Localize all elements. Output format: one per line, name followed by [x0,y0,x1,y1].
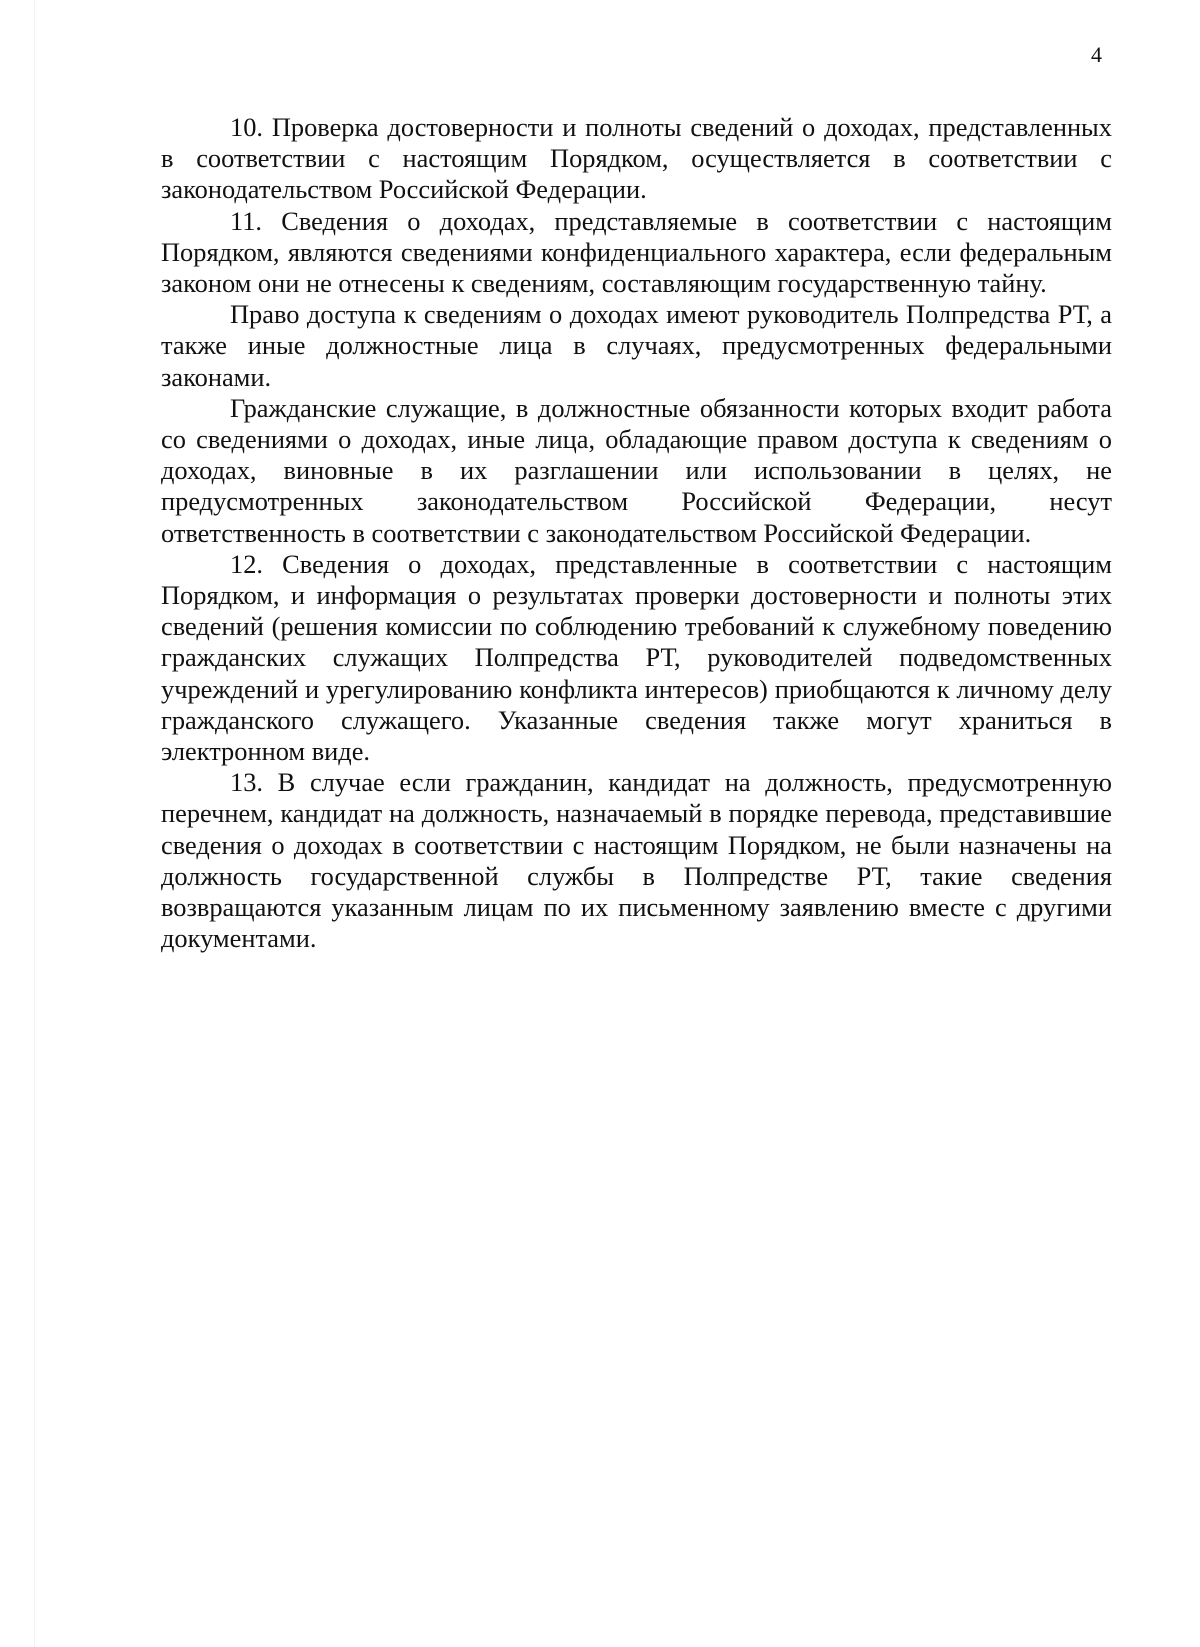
paragraph-access-rights: Право доступа к сведениям о доходах имеют руководитель Полпредства РТ, а также иные должностные лица в случаях, предусмотренных федеральными законами. [161,299,1112,392]
paragraph-12: 12. Сведения о доходах, представленные в соответствии с настоящим Порядком, и информация о результатах проверки достоверности и полноты этих сведений (решения комиссии по соблюдению требований к служебному поведению гражданских служащих Полпредства РТ, руководителей подведомственных учреждений и урегулированию конфликта интересов) приобщаются к личному делу гражданского служащего. Указанные сведения также могут храниться в электронном виде. [161,548,1112,767]
paragraph-11: 11. Сведения о доходах, представляемые в соответствии с настоящим Порядком, являются сведениями конфиденциального характера, если федеральным законом они не отнесены к сведениям, составляющим государственную тайну. [161,205,1112,299]
paragraph-13: 13. В случае если гражданин, кандидат на должность, предусмотренную перечнем, кандидат на должность, назначаемый в порядке перевода, представившие сведения о доходах в соответствии с настоящим Порядком, не были назначены на должность государственной службы в Полпредстве РТ, такие сведения возвращаются указанным лицам по их письменному заявлению вместе с другими документами. [161,767,1112,954]
paragraph-responsibility: Гражданские служащие, в должностные обязанности которых входит работа со сведениями о доходах, иные лица, обладающие правом доступа к сведениям о доходах, виновные в их разглашении или использовании в целях, не предусмотренных законодательством Российской Федерации, несут ответственность в соответствии с законодательством Российской Федерации. [161,392,1112,548]
paragraph-10: 10. Проверка достоверности и полноты сведений о доходах, представленных в соответствии с настоящим Порядком, осуществляется в соответствии с законодательством Российской Федерации. [161,112,1112,205]
page-number: 4 [1091,42,1102,67]
document-body [161,112,1112,954]
scan-edge-mark [34,0,36,1647]
